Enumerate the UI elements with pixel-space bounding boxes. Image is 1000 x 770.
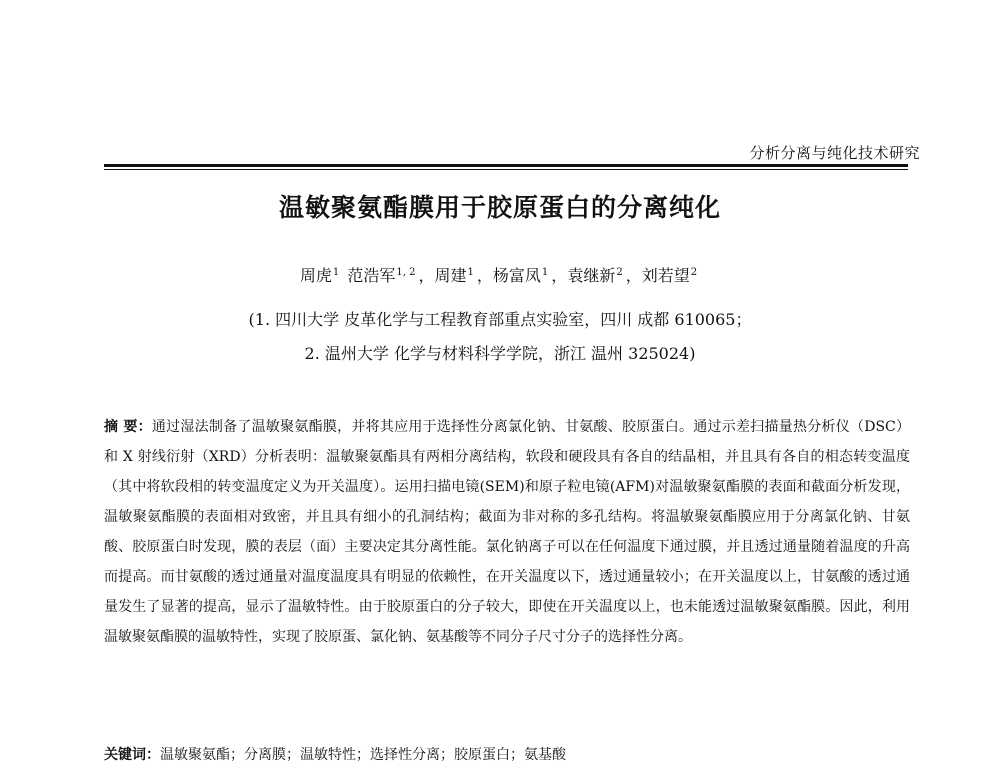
author-name: 刘若望 <box>641 266 690 285</box>
author-name: 袁继新 <box>567 266 616 285</box>
header-rule <box>104 164 908 167</box>
abstract <box>104 412 910 652</box>
author-affiliation-mark: 1 <box>467 267 474 278</box>
keywords-label: 关键词： <box>104 747 160 763</box>
author-separator: ， <box>551 266 568 285</box>
author-affiliation-mark: 1, 2 <box>396 267 416 278</box>
abstract-text: 通过湿法制备了温敏聚氨酯膜，并将其应用于选择性分离氯化钠、甘氨酸、胶原蛋白。通过示差扫描量热分析仪（DSC）和 X 射线衍射（XRD）分析表明：温敏聚氨酯具有两相分离结构，软段和硬段具有各自的结晶相，并且具有各自的相态转变温度（其中将软段相的转变温度定义为开关温度）。运用扫描电镜(SEM)和原子粒电镜(AFM)对温敏聚氨酯膜的表面和截面分析发现，温敏聚氨酯膜的表面相对致密，并且具有细小的孔洞结构；截面为非对称的多孔结构。将温敏聚氨酯膜应用于分离氯化钠、甘氨酸、胶原蛋白时发现，膜的表层（面）主要决定其分离性能。氯化钠离子可以在任何温度下通过膜，并且透过通量随着温度的升高而提高。而甘氨酸的透过通量对温度温度具有明显的依赖性，在开关温度以下，透过通量较小；在开关温度以上，甘氨酸的透过通量发生了显著的提高，显示了温敏特性。由于胶原蛋白的分子较大，即使在开关温度以上，也未能透过温敏聚氨酯膜。因此，利用温敏聚氨酯膜的温敏特性，实现了胶原蛋、氯化钠、氨基酸等不同分子尺寸分子的选择性分离。 <box>104 419 911 645</box>
affiliation-1: (1. 四川大学 皮革化学与工程教育部重点实验室，四川 成都 610065； <box>248 310 752 329</box>
author-name: 范浩军 <box>347 266 396 285</box>
header-rule-thin <box>104 169 908 170</box>
author-affiliation-mark: 1 <box>541 267 549 278</box>
author-affiliation-mark: 2 <box>690 267 698 278</box>
keywords <box>104 740 910 770</box>
author-separator: ， <box>418 266 435 285</box>
keywords-text: 温敏聚氨酯；分离膜；温敏特性；选择性分离；胶原蛋白；氨基酸 <box>160 747 566 763</box>
author-affiliation-mark: 1 <box>332 267 340 278</box>
author-affiliation-mark: 2 <box>616 267 623 278</box>
author-separator: ， <box>476 266 493 285</box>
abstract-label: 摘 要： <box>104 419 152 435</box>
affiliation-2: 2. 温州大学 化学与材料科学学院，浙江 温州 325024) <box>304 344 696 363</box>
author-name: 周建 <box>434 266 467 285</box>
paper-title: 温敏聚氨酯膜用于胶原蛋白的分离纯化 <box>278 193 721 222</box>
author-name: 周虎 <box>299 266 332 285</box>
journal-section-header: 分析分离与纯化技术研究 <box>749 144 920 162</box>
author-name: 杨富凤 <box>492 266 541 285</box>
author-separator: ， <box>625 266 642 285</box>
author-list <box>0 263 1000 286</box>
